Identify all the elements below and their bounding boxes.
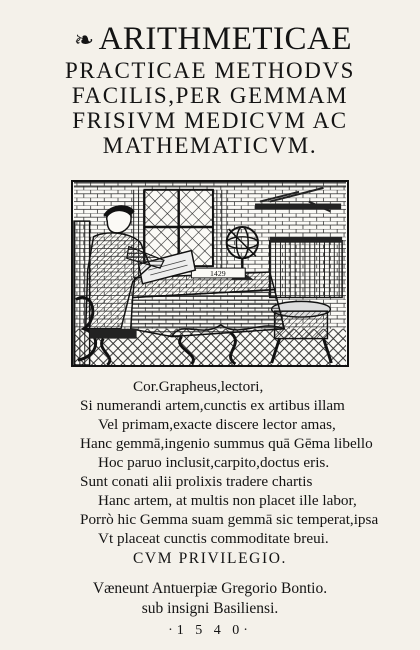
poem-line: Vel primam,exacte discere lector amas, <box>98 416 336 433</box>
poem-line: Hoc paruo inclusit,carpito,doctus eris. <box>98 454 330 471</box>
poem-line: Vt placeat cunctis commoditate breui. <box>98 530 329 547</box>
title-block <box>0 20 420 158</box>
title-line-4: FRISIVM MEDICVM AC <box>72 108 348 133</box>
imprint-line-2: sub insigni Basiliensi. <box>141 600 279 617</box>
title-line-1 <box>6 20 420 58</box>
dedicatory-poem <box>0 377 420 548</box>
title-line-2: PRACTICAE METHODVS <box>64 58 356 83</box>
fleuron-icon: ❧ <box>73 28 95 54</box>
imprint-line-1: Væneunt Antuerpiæ Gregorio Bontio. <box>92 580 328 597</box>
poem-line: Hanc gemmā,ingenio summus quā Gēma libello <box>80 435 373 452</box>
poem-line: Si numerandi artem,cunctis ex artibus illam <box>80 397 345 414</box>
publication-year: ·1 5 4 0· <box>168 623 252 638</box>
poem-line: Hanc artem, at multis non placet ille labor, <box>98 492 357 509</box>
woodcut-illustration <box>71 180 349 367</box>
title-main-word: ARITHMETICAE <box>98 21 353 57</box>
poem-line: Porrò hic Gemma suam gemmā sic temperat,ipsa <box>80 511 379 528</box>
woodcut-inscription: 1429 <box>210 268 226 278</box>
title-line-3: FACILIS,PER GEMMAM <box>71 83 349 108</box>
imprint-block <box>0 549 420 641</box>
title-line-5: MATHEMATICVM. <box>102 133 318 158</box>
privilege-notice: CVM PRIVILEGIO. <box>132 550 288 567</box>
poem-line: Cor.Grapheus,lectori, <box>133 378 264 395</box>
poem-line: Sunt conati alii prolixis tradere chartis <box>80 473 313 490</box>
